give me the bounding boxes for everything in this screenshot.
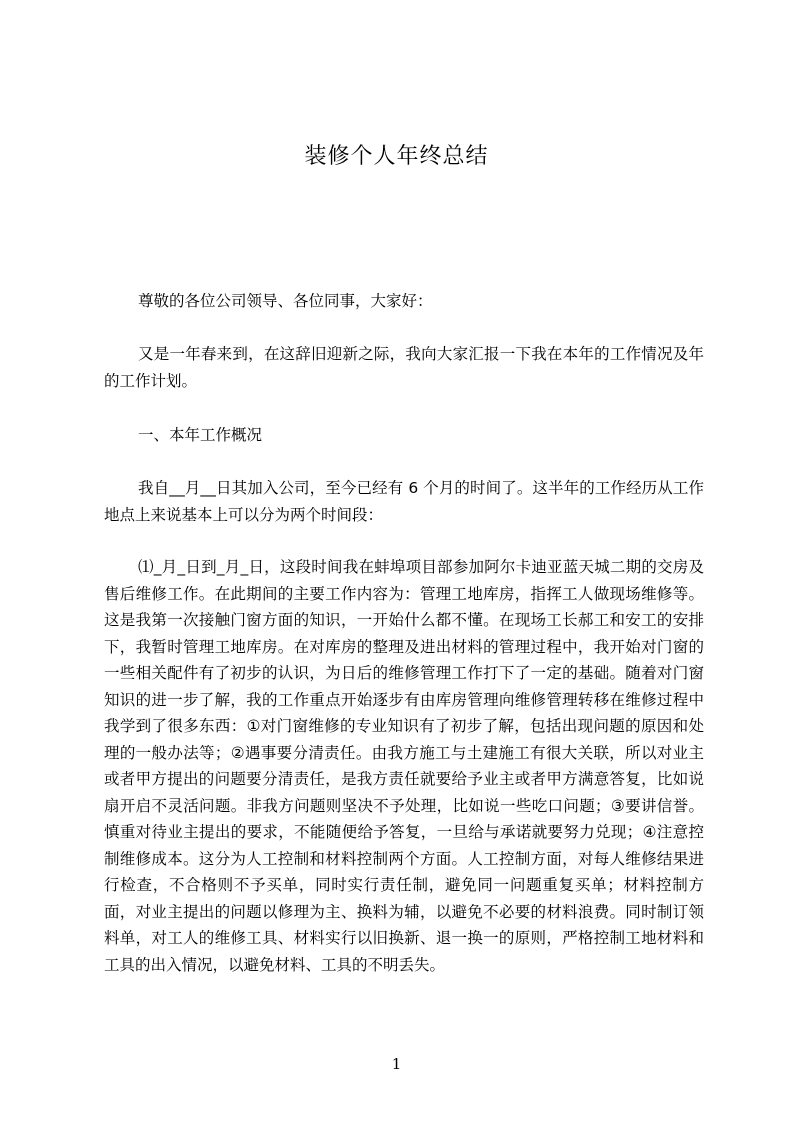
greeting-paragraph: 尊敬的各位公司领导、各位同事，大家好： <box>138 292 433 310</box>
section-heading: 一、本年工作概况 <box>138 426 263 444</box>
intro-paragraph: 又是一年春来到，在这辞旧迎新之际，我向大家汇报一下我在本年的工作情况及年的工作计划。 <box>104 345 704 390</box>
page-number: 1 <box>391 1055 402 1073</box>
document-title: 装修个人年终总结 <box>304 144 489 169</box>
phase-one-paragraph: ⑴_月_日到_月_日，这段时间我在蚌埠项目部参加阿尔卡迪亚蓝天城二期的交房及售后维修工作。在此期间的主要工作内容为：管理工地库房，指挥工人做现场维修等。这是我第一次接触门窗方面的知识，一开始什么都不懂。在现场工长郝工和安工的安排下，我暂时管理工地库房。在对库房的整理及进出材料的管理过程中，我开始对门窗的一些相关配件有了初步的认识，为日后的维修管理工作打下了一定的基础。随着对门窗知识的进一步了解，我的工作重点开始逐步有由库房管理向维修管理转移在维修过程中我学到了很多东西：①对门窗维修的专业知识有了初步了解，包括出现问题的原因和处理的一般办法等；②遇事要分清责任。由我方施工与土建施工有很大关联，所以对业主或者甲方提出的问题要分清责任，是我方责任就要给予业主或者甲方满意答复，比如说扇开启不灵活问题。非我方问题则坚决不予处理，比如说一些吃口问题；③要讲信誉。慎重对待业主提出的要求，不能随便给予答复，一旦给与承诺就要努力兑现；④注意控制维修成本。这分为人工控制和材料控制两个方面。人工控制方面，对每人维修结果进行检查，不合格则不予买单，同时实行责任制，避免同一问题重复买单；材料控制方面，对业主提出的问题以修理为主、换料为辅，以避免不必要的材料浪费。同时制订领料单，对工人的维修工具、材料实行以旧换新、退一换一的原则，严格控制工地材料和工具的出入情况，以避免材料、工具的不明丢失。 <box>104 558 704 974</box>
join-date-paragraph: 我自__月__日其加入公司，至今已经有 6 个月的时间了。这半年的工作经历从工作地点上来说基本上可以分为两个时间段： <box>104 479 704 524</box>
